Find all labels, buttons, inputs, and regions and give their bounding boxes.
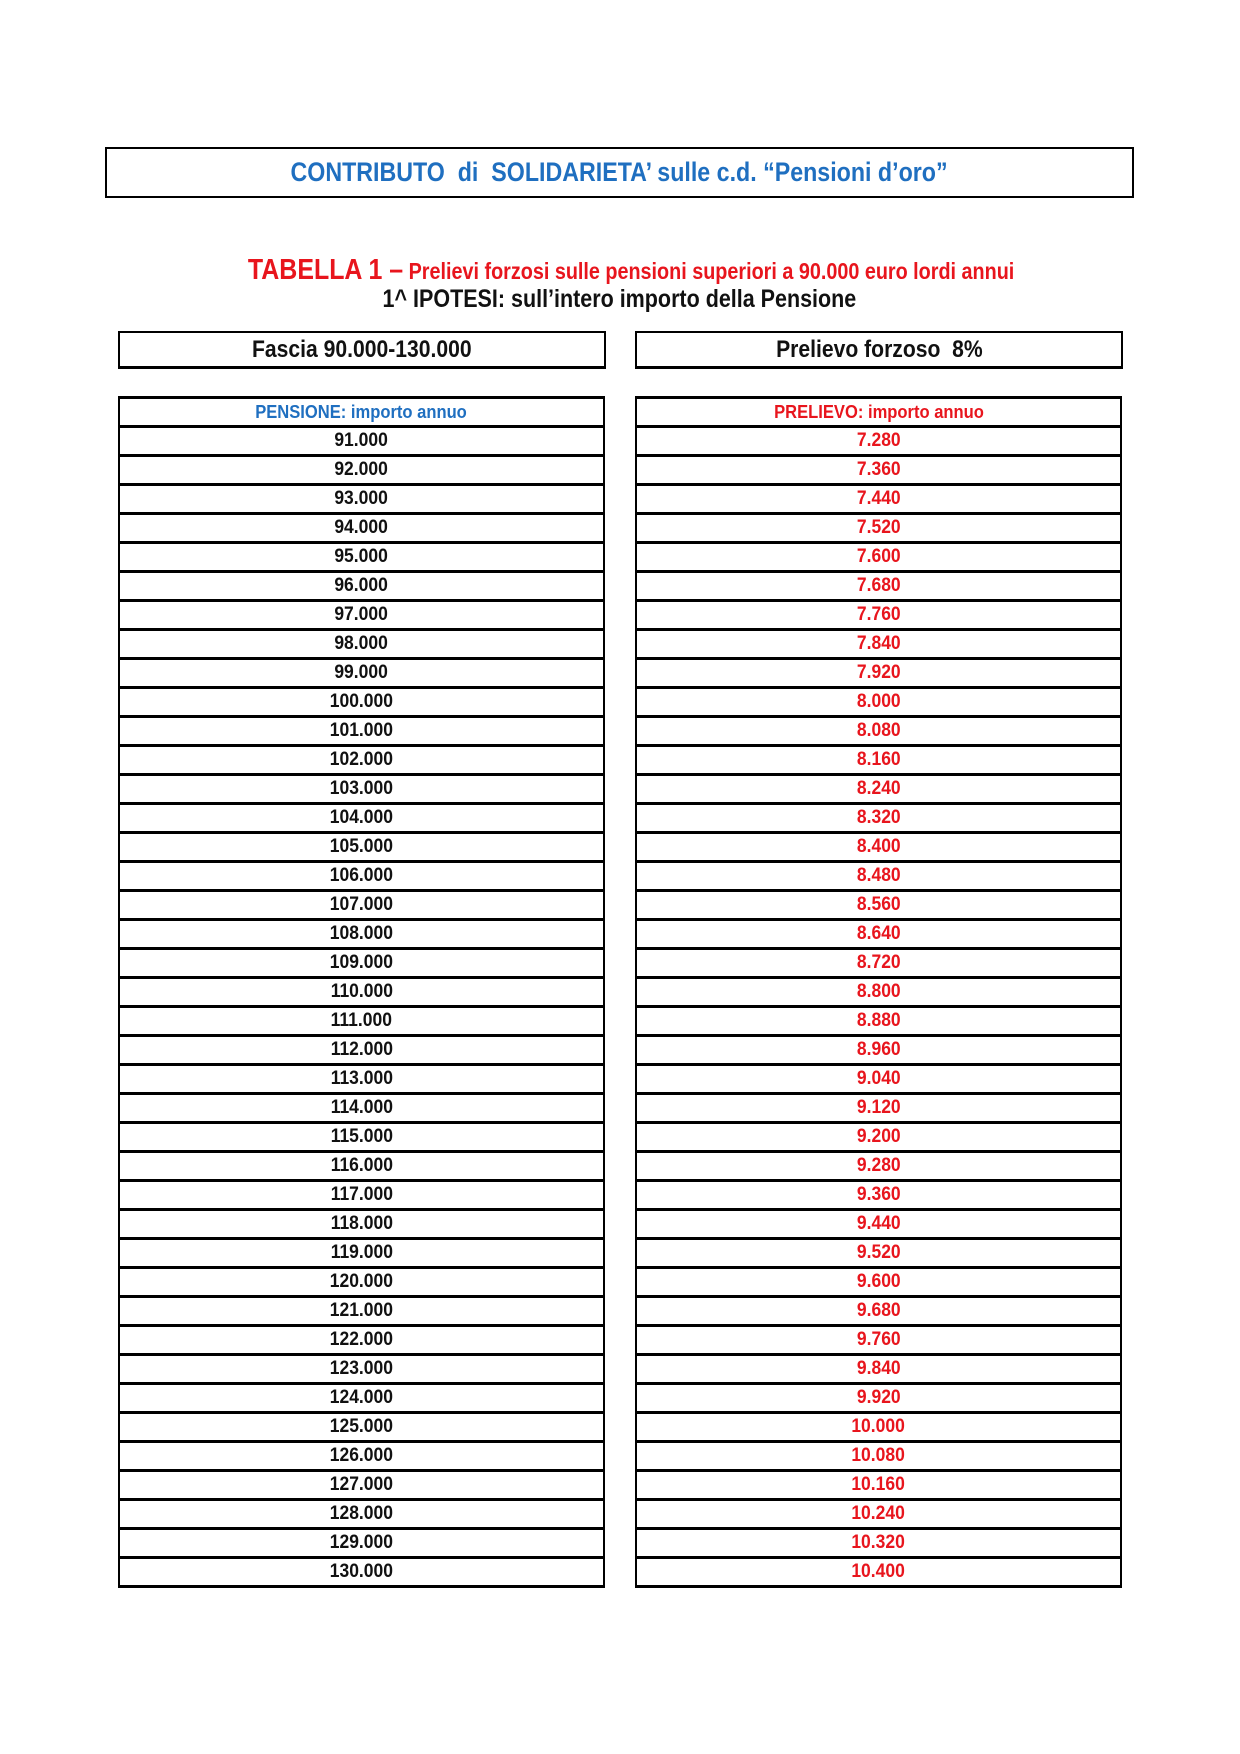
levy-row: [637, 454, 1120, 483]
levy-row: [637, 599, 1120, 628]
levy-row: [637, 1208, 1120, 1237]
levy-rate-label: Prelievo forzoso 8%: [775, 335, 983, 363]
levy-row: [637, 1295, 1120, 1324]
pension-amount: 114.000: [330, 1097, 393, 1118]
pension-amount: 130.000: [329, 1561, 394, 1582]
hypothesis-heading: [105, 285, 1134, 314]
levy-amount: 7.840: [856, 633, 901, 654]
pension-amount: 101.000: [329, 720, 394, 741]
pension-row: [120, 512, 603, 541]
levy-row: [637, 1498, 1120, 1527]
levy-amount: 9.840: [856, 1358, 901, 1379]
document-title: CONTRIBUTO di SOLIDARIETA’ sulle c.d. “Pensioni d’oro”: [290, 157, 949, 187]
pension-row: [120, 1498, 603, 1527]
levy-amount: 9.200: [856, 1126, 901, 1147]
pension-amount: 129.000: [329, 1532, 394, 1553]
levy-row: [637, 976, 1120, 1005]
levy-row: [637, 628, 1120, 657]
levy-rate-box: [635, 331, 1123, 369]
pension-row: [120, 686, 603, 715]
levy-row: [637, 831, 1120, 860]
levy-row: [637, 1527, 1120, 1556]
pension-row: [120, 744, 603, 773]
pension-amount: 99.000: [334, 662, 389, 683]
pension-amount: 91.000: [334, 430, 389, 451]
pension-amount: 109.000: [329, 952, 394, 973]
table-description: Prelievi forzosi sulle pensioni superiori a 90.000 euro lordi annui: [403, 258, 1015, 284]
pension-amount: 115.000: [330, 1126, 393, 1147]
levy-row: [637, 1382, 1120, 1411]
pension-row: [120, 947, 603, 976]
levy-amount: 8.400: [856, 836, 901, 857]
pension-row: [120, 976, 603, 1005]
pension-amount: 111.000: [330, 1010, 393, 1031]
levy-row: [637, 1353, 1120, 1382]
pension-row: [120, 1092, 603, 1121]
pension-row: [120, 1150, 603, 1179]
pension-amount: 106.000: [329, 865, 394, 886]
pension-amount: 96.000: [334, 575, 389, 596]
pension-row: [120, 1179, 603, 1208]
pension-row: [120, 918, 603, 947]
levy-row: [637, 1469, 1120, 1498]
pension-table-header: [120, 396, 603, 425]
pension-amount: 122.000: [329, 1329, 394, 1350]
pension-row: [120, 628, 603, 657]
levy-amount: 8.560: [856, 894, 901, 915]
levy-row: [637, 1150, 1120, 1179]
pension-amount: 125.000: [329, 1416, 394, 1437]
levy-row: [637, 744, 1120, 773]
pension-amount: 123.000: [329, 1358, 394, 1379]
pension-amount: 104.000: [329, 807, 394, 828]
pension-amount: 110.000: [330, 981, 393, 1002]
pension-row: [120, 715, 603, 744]
levy-row: [637, 657, 1120, 686]
levy-row: [637, 1324, 1120, 1353]
pension-amount: 124.000: [329, 1387, 394, 1408]
pension-row: [120, 1063, 603, 1092]
levy-amount: 8.640: [856, 923, 901, 944]
levy-row: [637, 802, 1120, 831]
pension-amount: 112.000: [330, 1039, 393, 1060]
levy-amount: 8.240: [856, 778, 901, 799]
pension-amount: 118.000: [330, 1213, 393, 1234]
levy-row: [637, 860, 1120, 889]
levy-amount: 9.760: [856, 1329, 901, 1350]
levy-amount: 9.120: [856, 1097, 901, 1118]
levy-table-header: [637, 396, 1120, 425]
pension-amount: 103.000: [329, 778, 394, 799]
pension-amount: 107.000: [329, 894, 394, 915]
levy-amount: 9.360: [856, 1184, 901, 1205]
pension-amount: 127.000: [329, 1474, 394, 1495]
levy-amount: 8.000: [856, 691, 901, 712]
pension-row: [120, 541, 603, 570]
pension-amount: 94.000: [334, 517, 389, 538]
pension-amount: 100.000: [329, 691, 394, 712]
pension-row: [120, 1440, 603, 1469]
levy-row: [637, 1440, 1120, 1469]
pension-row: [120, 599, 603, 628]
pension-row: [120, 860, 603, 889]
levy-row: [637, 1034, 1120, 1063]
levy-row: [637, 1121, 1120, 1150]
levy-row: [637, 773, 1120, 802]
levy-amount: 9.680: [856, 1300, 901, 1321]
pension-row: [120, 570, 603, 599]
pension-amount: 98.000: [334, 633, 389, 654]
levy-amount: 10.320: [851, 1532, 906, 1553]
pension-row: [120, 1324, 603, 1353]
document-title-box: [105, 147, 1134, 198]
levy-amount: 8.320: [856, 807, 901, 828]
pension-row: [120, 1237, 603, 1266]
pension-row: [120, 1527, 603, 1556]
pension-row: [120, 454, 603, 483]
pension-row: [120, 802, 603, 831]
pension-row: [120, 425, 603, 454]
pension-row: [120, 1295, 603, 1324]
band-label: Fascia 90.000-130.000: [252, 335, 472, 363]
levy-amount: 8.720: [856, 952, 901, 973]
levy-amount: 8.800: [856, 981, 901, 1002]
levy-amount: 7.920: [856, 662, 901, 683]
levy-row: [637, 1237, 1120, 1266]
pension-amount: 117.000: [330, 1184, 393, 1205]
levy-row: [637, 1266, 1120, 1295]
levy-amount: 8.080: [856, 720, 901, 741]
levy-amount: 7.520: [856, 517, 901, 538]
levy-amount: 10.240: [851, 1503, 906, 1524]
pension-amount: 128.000: [329, 1503, 394, 1524]
levy-row: [637, 512, 1120, 541]
pension-amount: 116.000: [330, 1155, 393, 1176]
table-label: TABELLA 1 –: [248, 254, 404, 286]
pension-row: [120, 1353, 603, 1382]
pension-amount: 120.000: [329, 1271, 394, 1292]
pension-amount: 126.000: [329, 1445, 394, 1466]
levy-row: [637, 541, 1120, 570]
levy-row: [637, 1179, 1120, 1208]
levy-row: [637, 947, 1120, 976]
pension-row: [120, 1005, 603, 1034]
pension-row: [120, 1556, 603, 1588]
pension-row: [120, 483, 603, 512]
pension-amount: 92.000: [334, 459, 389, 480]
levy-amount: 9.600: [856, 1271, 901, 1292]
pension-row: [120, 1121, 603, 1150]
levy-amount: 7.600: [856, 546, 901, 567]
levy-row: [637, 918, 1120, 947]
pension-row: [120, 657, 603, 686]
levy-amount: 7.360: [856, 459, 901, 480]
levy-amount: 8.480: [856, 865, 901, 886]
levy-table: [635, 396, 1122, 1588]
pension-row: [120, 1411, 603, 1440]
pension-amount: 97.000: [334, 604, 389, 625]
levy-row: [637, 1005, 1120, 1034]
levy-amount: 9.280: [856, 1155, 901, 1176]
pension-row: [120, 1382, 603, 1411]
pension-row: [120, 773, 603, 802]
levy-amount: 7.280: [856, 430, 901, 451]
levy-amount: 9.520: [856, 1242, 901, 1263]
levy-amount: 8.160: [856, 749, 901, 770]
levy-row: [637, 889, 1120, 918]
pension-row: [120, 1208, 603, 1237]
levy-amount: 9.040: [856, 1068, 901, 1089]
levy-amount: 8.880: [856, 1010, 901, 1031]
levy-row: [637, 425, 1120, 454]
band-label-box: [118, 331, 606, 369]
levy-amount: 7.440: [856, 488, 901, 509]
pension-table: [118, 396, 605, 1588]
levy-header-label: PRELIEVO: importo annuo: [773, 401, 984, 422]
levy-row: [637, 483, 1120, 512]
pension-amount: 95.000: [334, 546, 389, 567]
pension-amount: 105.000: [329, 836, 394, 857]
levy-amount: 10.160: [851, 1474, 906, 1495]
pension-amount: 93.000: [334, 488, 389, 509]
levy-row: [637, 686, 1120, 715]
levy-amount: 10.000: [851, 1416, 906, 1437]
levy-row: [637, 715, 1120, 744]
pension-row: [120, 1469, 603, 1498]
pension-header-label: PENSIONE: importo annuo: [255, 401, 468, 422]
pension-row: [120, 831, 603, 860]
levy-amount: 10.080: [851, 1445, 906, 1466]
pension-amount: 121.000: [329, 1300, 394, 1321]
pension-amount: 102.000: [329, 749, 394, 770]
pension-row: [120, 1034, 603, 1063]
levy-amount: 7.760: [856, 604, 901, 625]
levy-row: [637, 1411, 1120, 1440]
levy-amount: 10.400: [851, 1561, 906, 1582]
levy-amount: 9.920: [856, 1387, 901, 1408]
pension-amount: 108.000: [329, 923, 394, 944]
levy-amount: 9.440: [856, 1213, 901, 1234]
levy-row: [637, 1092, 1120, 1121]
levy-amount: 7.680: [856, 575, 901, 596]
pension-amount: 119.000: [330, 1242, 393, 1263]
levy-row: [637, 1063, 1120, 1092]
levy-amount: 8.960: [856, 1039, 901, 1060]
levy-row: [637, 570, 1120, 599]
levy-row: [637, 1556, 1120, 1588]
pension-row: [120, 1266, 603, 1295]
pension-amount: 113.000: [330, 1068, 393, 1089]
hypothesis-text: 1^ IPOTESI: sull’intero importo della Pensione: [382, 285, 857, 313]
pension-row: [120, 889, 603, 918]
